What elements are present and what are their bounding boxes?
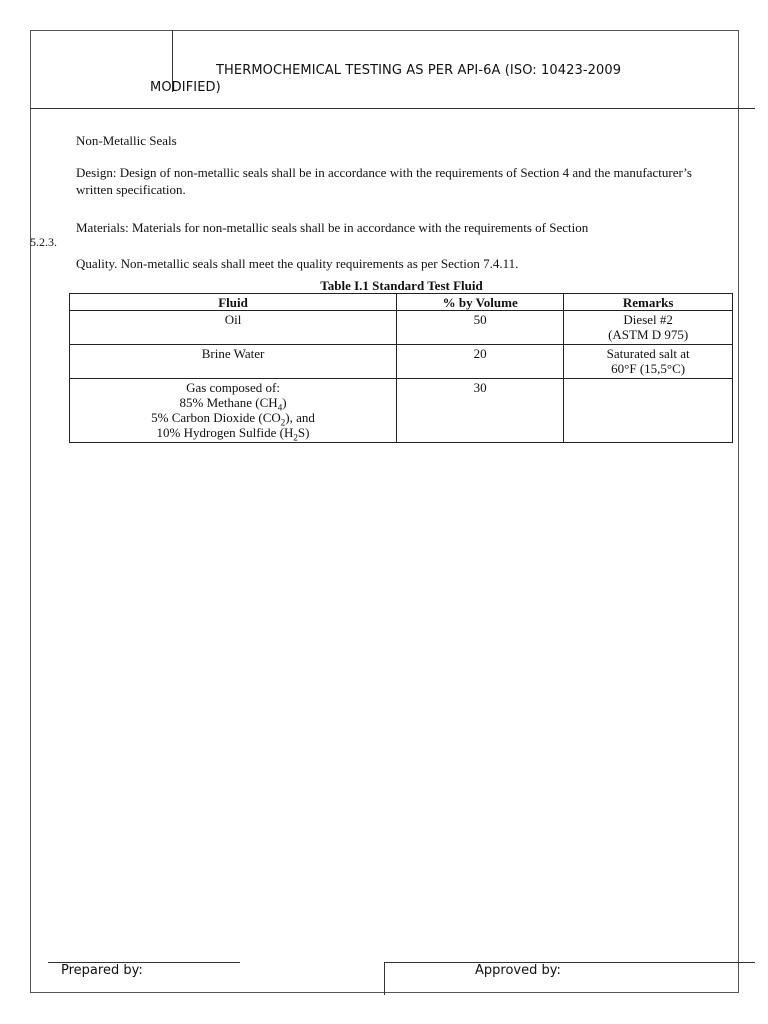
fluid-cell: Oil	[70, 311, 397, 345]
fluid-cell: Brine Water	[70, 345, 397, 379]
materials-paragraph: Materials: Materials for non-metallic seals shall be in accordance with the requirements of Section	[76, 220, 589, 235]
remarks-line: 60°F (15,5°C)	[611, 361, 686, 376]
table-caption: Table I.1 Standard Test Fluid	[320, 278, 483, 293]
remarks-cell	[564, 311, 733, 345]
column-header-remarks: Remarks	[564, 294, 733, 311]
table-row	[70, 345, 733, 379]
remarks-cell	[564, 345, 733, 379]
standard-test-fluid-table	[69, 293, 733, 443]
approved-by-label: Approved by:	[475, 963, 561, 978]
document-title	[150, 62, 670, 96]
quality-paragraph: Quality. Non-metallic seals shall meet the quality requirements as per Section 7.4.11.	[76, 256, 519, 271]
gas-composition-heading: Gas composed of:	[186, 380, 280, 395]
remarks-line: Diesel #2	[623, 312, 673, 327]
footer-vertical-divider	[384, 962, 385, 995]
volume-cell: 50	[397, 311, 564, 345]
fluid-cell	[70, 379, 397, 443]
remarks-line: (ASTM D 975)	[608, 327, 689, 342]
column-header-fluid: Fluid	[70, 294, 397, 311]
remarks-cell	[564, 379, 733, 443]
remarks-line: Saturated salt at	[606, 346, 690, 361]
document-title-line2: MODIFIED)	[150, 80, 221, 95]
design-paragraph: Design: Design of non-metallic seals shall be in accordance with the requirements of Section 4 and the manufacturer’s written specification.	[76, 165, 692, 197]
column-header-volume: % by Volume	[397, 294, 564, 311]
prepared-by-label: Prepared by:	[61, 963, 143, 978]
table-header-row	[70, 294, 733, 311]
section-number: 5.2.3.	[30, 235, 57, 249]
document-title-line1: THERMOCHEMICAL TESTING AS PER API-6A (ISO: 10423-2009	[216, 63, 622, 78]
volume-cell: 30	[397, 379, 564, 443]
table-row	[70, 311, 733, 345]
header-divider	[30, 108, 755, 109]
carbon-dioxide-line: 5% Carbon Dioxide $(CO_2)$, and	[151, 410, 315, 428]
section-heading: Non-Metallic Seals	[76, 133, 177, 148]
hydrogen-sulfide-line: 10% Hydrogen Sulfide $(H_2S)$	[156, 425, 310, 443]
table-row	[70, 379, 733, 443]
footer-divider-right	[384, 962, 755, 963]
volume-cell: 20	[397, 345, 564, 379]
methane-line: 85% Methane $(CH_4)$	[179, 395, 287, 413]
